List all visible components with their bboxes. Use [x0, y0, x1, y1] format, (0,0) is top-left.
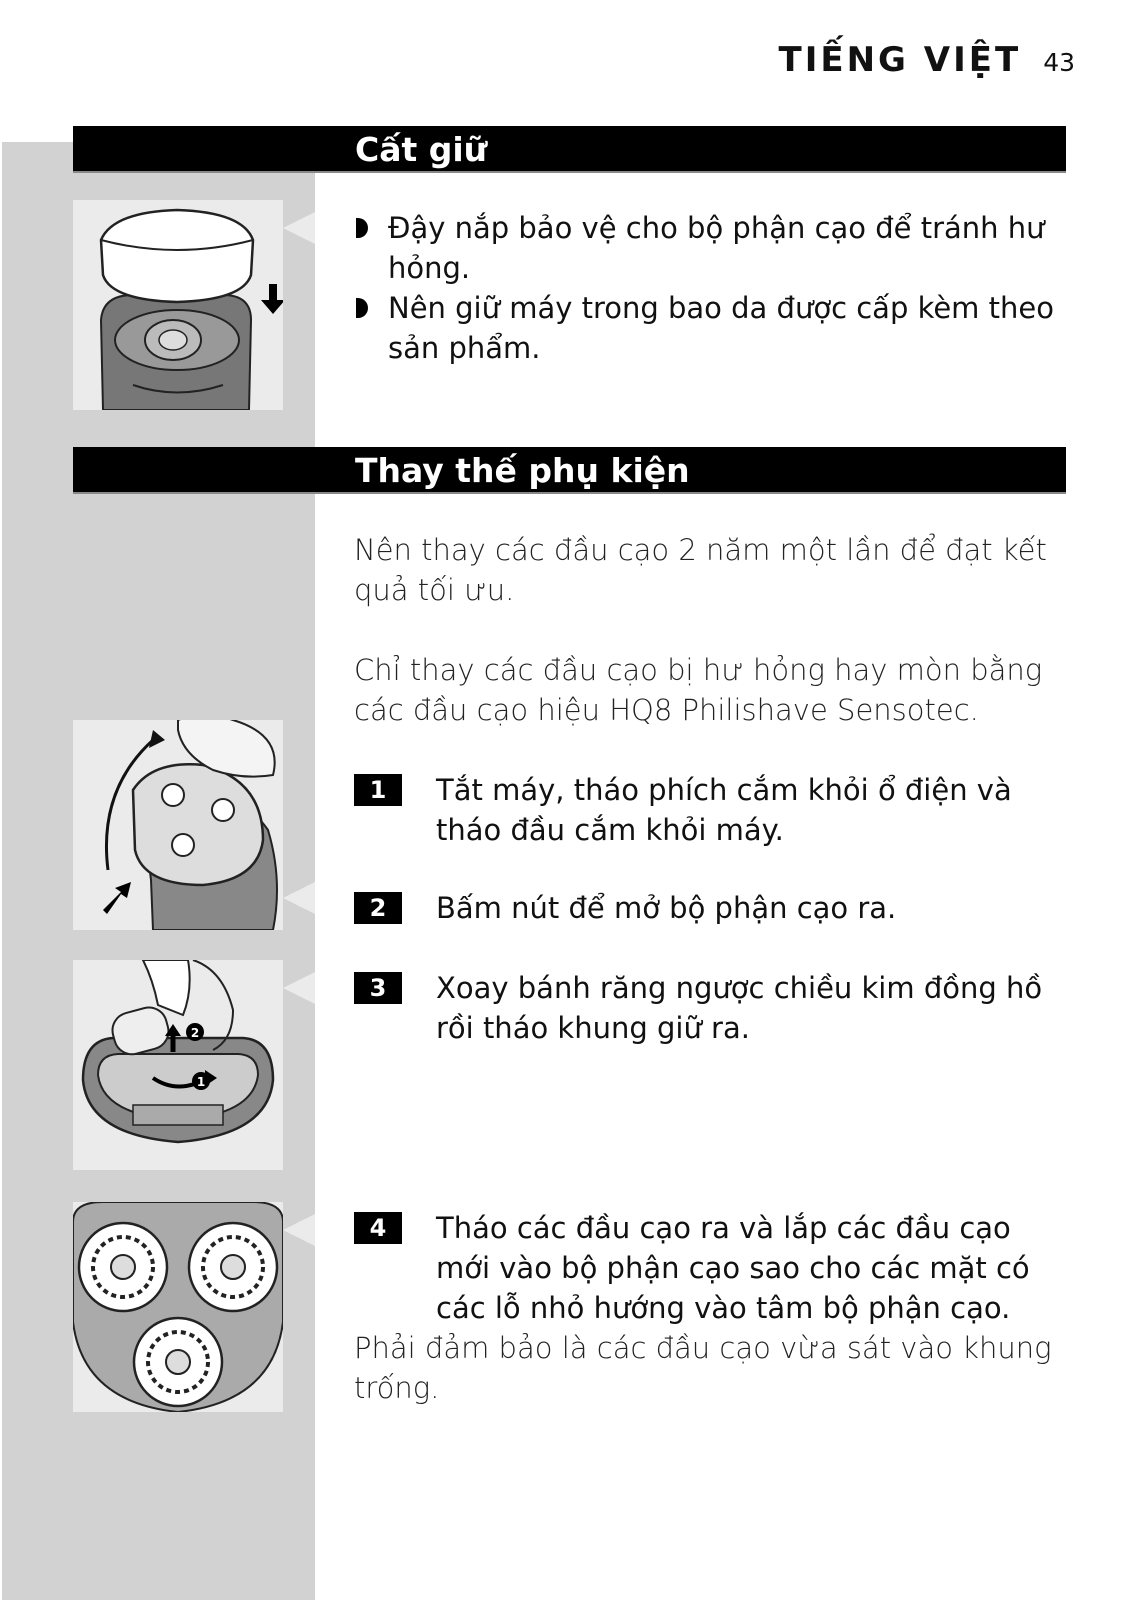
step-number: 2 — [354, 892, 402, 924]
three-shaving-heads-icon — [73, 1202, 283, 1412]
paragraph: Nên thay các đầu cạo 2 năm một lần để đạt kết quả tối ưu. — [354, 533, 1047, 607]
step-text: Bấm nút để mở bộ phận cạo ra. — [436, 891, 897, 925]
figure-pointer — [283, 972, 315, 1004]
step-text: Tháo các đầu cạo ra và lắp các đầu cạo mới vào bộ phận cạo sao cho các mặt có các lỗ nhỏ hướng vào tâm bộ phận cạo. — [436, 1211, 1030, 1325]
step-1 — [354, 770, 1074, 850]
storage-bullets — [354, 208, 1074, 368]
figure-pointer — [283, 882, 315, 914]
section-title-storage: Cất giữ — [73, 126, 1066, 173]
list-item: Đậy nắp bảo vệ cho bộ phận cạo để tránh hư hỏng. — [354, 208, 1074, 288]
step-4 — [354, 1208, 1074, 1328]
step-marker-2: 2 — [190, 1026, 200, 1040]
figure-pointer — [283, 212, 315, 244]
step-number: 1 — [354, 774, 402, 806]
step-number: 4 — [354, 1212, 402, 1244]
shaver-with-protection-cap-icon — [73, 200, 283, 410]
open-shaving-unit-icon — [73, 720, 283, 930]
language-title: TIẾNG VIỆT — [778, 40, 1022, 80]
step-3 — [354, 968, 1074, 1048]
step-number: 3 — [354, 972, 402, 1004]
figure-pointer — [283, 1214, 315, 1246]
page-header — [779, 40, 1075, 80]
bullet-icon — [356, 218, 368, 238]
retaining-frame-removal-icon — [73, 960, 283, 1170]
final-note: Phải đảm bảo là các đầu cạo vừa sát vào khung trống. — [354, 1331, 1052, 1405]
list-item: Nên giữ máy trong bao da được cấp kèm theo sản phẩm. — [354, 288, 1074, 368]
step-marker-1: 1 — [196, 1075, 206, 1089]
paragraph: Chỉ thay các đầu cạo bị hư hỏng hay mòn bằng các đầu cạo hiệu HQ8 Philishave Sensotec. — [354, 653, 1043, 727]
step-text: Tắt máy, tháo phích cắm khỏi ổ điện và tháo đầu cắm khỏi máy. — [436, 773, 1012, 847]
step-2 — [354, 888, 1074, 928]
section-title-replacement: Thay thế phụ kiện — [73, 447, 1066, 494]
bullet-icon — [356, 298, 368, 318]
step-text: Xoay bánh răng ngược chiều kim đồng hồ rồi tháo khung giữ ra. — [436, 971, 1043, 1045]
page-number: 43 — [1043, 48, 1075, 77]
